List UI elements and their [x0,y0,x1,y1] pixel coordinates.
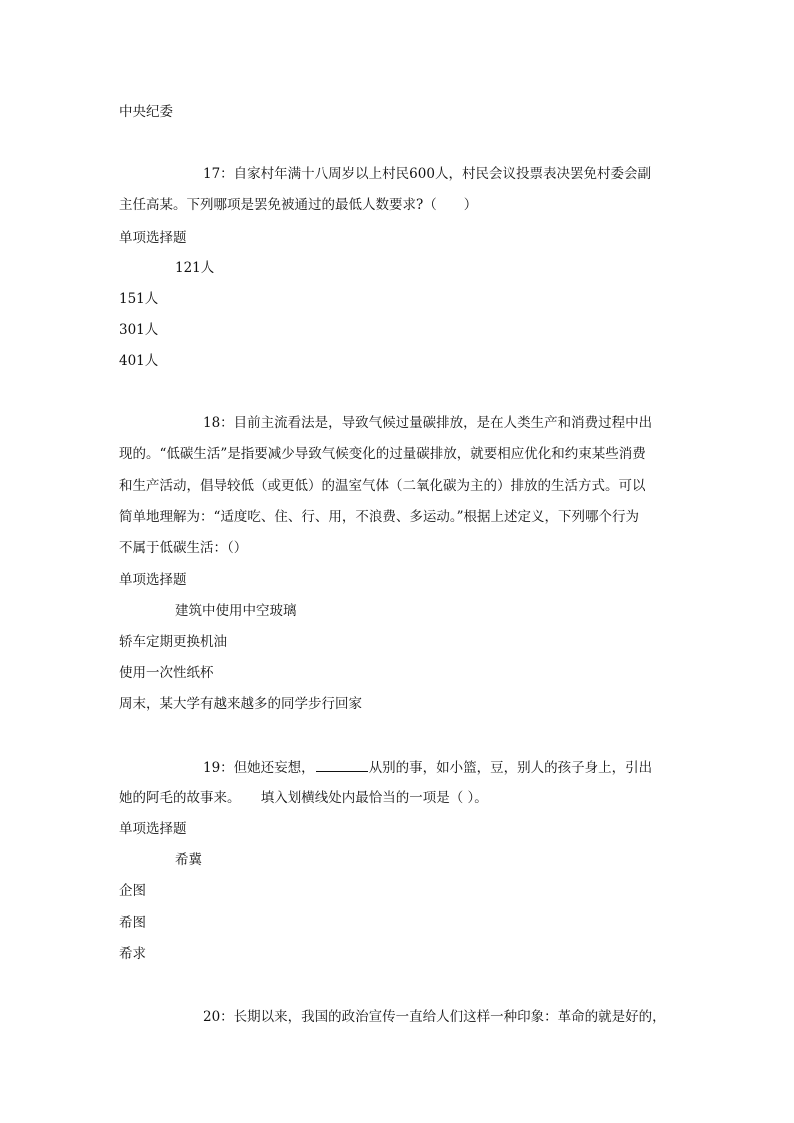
q19-stem-before-blank: 19：但她还妄想， [203,760,315,776]
q18-stem-line-2: 现的。“低碳生活”是指要减少导致气候变化的过量碳排放，就要相应优化和约束某些消费 [119,446,646,462]
q17-option-b: 151人 [119,291,159,307]
fill-in-blank [316,757,368,772]
q18-option-c: 使用一次性纸杯 [119,665,214,681]
q17-option-a: 121人 [175,260,215,276]
q19-option-c: 希图 [119,915,146,931]
q18-option-d: 周末，某大学有越来越多的同学步行回家 [119,696,362,712]
q19-option-b: 企图 [119,883,146,899]
q17-option-c: 301人 [119,322,159,338]
q18-stem-line-1: 18：目前主流看法是，导致气候过量碳排放，是在人类生产和消费过程中出 [203,415,653,431]
q19-option-d: 希求 [119,946,146,962]
q19-question-type: 单项选择题 [119,821,187,837]
q19-stem-line-2: 她的阿毛的故事来。 填入划横线处内最恰当的一项是（ ）。 [119,790,488,806]
q17-question-type: 单项选择题 [119,230,187,246]
q17-stem-line-1: 17：自家村年满十八周岁以上村民600人，村民会议投票表决罢免村委会副 [203,166,651,182]
q19-stem-after-blank: 从别的事，如小篮，豆，别人的孩子身上，引出 [368,760,653,776]
q18-question-type: 单项选择题 [119,572,187,588]
q19-stem-line-1 [203,757,652,778]
q20-stem-line-1: 20：长期以来，我国的政治宣传一直给人们这样一种印象：革命的就是好的， [203,1009,666,1025]
q17-stem-line-2: 主任高某。下列哪项是罢免被通过的最低人数要求?（ ） [119,197,478,213]
q18-stem-line-5: 不属于低碳生活：（） [119,540,248,556]
previous-answer: 中央纪委 [119,104,173,120]
q17-option-d: 401人 [119,353,159,369]
q18-option-a: 建筑中使用中空玻璃 [175,603,297,619]
q19-option-a: 希冀 [175,852,202,868]
q18-stem-line-3: 和生产活动，倡导较低（或更低）的温室气体（二氧化碳为主的）排放的生活方式。可以 [119,478,646,494]
q18-stem-line-4: 简单地理解为：“适度吃、住、行、用，不浪费、多运动。”根据上述定义，下列哪个行为 [119,509,640,525]
q18-option-b: 轿车定期更换机油 [119,634,227,650]
